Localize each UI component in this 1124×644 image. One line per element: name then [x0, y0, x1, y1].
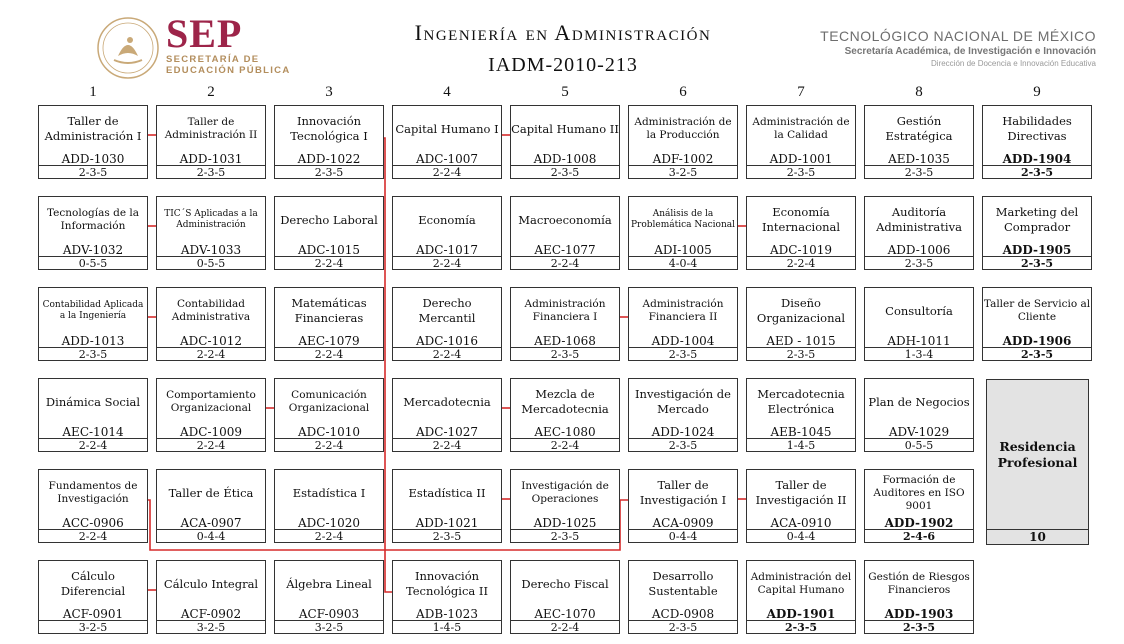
course-code: AED-1035 [888, 152, 950, 166]
course-credits: 2-2-4 [275, 256, 383, 270]
course-box [510, 196, 620, 270]
course-code: ACA-0909 [652, 516, 714, 530]
course-box [628, 378, 738, 452]
course-box [156, 105, 266, 179]
course-credits: 2-3-5 [747, 347, 855, 361]
course-box [156, 469, 266, 543]
course-credits: 2-3-5 [629, 438, 737, 452]
course-name: Mezcla de Mercadotecnia [521, 387, 609, 416]
course-code: ADD-1901 [766, 607, 836, 621]
prereq-link-innovacion [384, 138, 392, 592]
course-name: Comportamiento Organizacional [166, 389, 256, 414]
course-name: Contabilidad Administrativa [171, 298, 251, 323]
course-name: TIC´S Aplicadas a la Administración [164, 209, 258, 230]
course-name: Administración Financiera II [642, 298, 724, 323]
course-name: Cálculo Diferencial [60, 569, 126, 598]
course-box [392, 560, 502, 634]
course-box [628, 560, 738, 634]
course-name: Diseño Organizacional [756, 296, 846, 325]
course-credits: 3-2-5 [275, 620, 383, 634]
course-name: Investigación de Operaciones [521, 480, 609, 505]
sep-logo-text: SEP [166, 11, 243, 56]
tecnm-subtitle-secondary: Dirección de Docencia e Innovación Educativa [931, 59, 1096, 68]
course-name: Dinámica Social [45, 394, 141, 409]
semester-number: 5 [561, 84, 569, 100]
course-name: Consultoría [885, 303, 953, 318]
semester-number: 6 [679, 84, 687, 100]
semester-number: 2 [207, 84, 215, 100]
course-credits: 2-2-4 [747, 256, 855, 270]
course-credits: 2-3-5 [511, 529, 619, 543]
course-code: ADD-1022 [297, 152, 361, 166]
tecnm-subtitle: Secretaría Académica, de Investigación e Innovación [844, 46, 1096, 57]
course-box [510, 560, 620, 634]
course-credits: 2-3-5 [747, 620, 855, 634]
course-box [38, 105, 148, 179]
course-code: ADB-1023 [416, 607, 478, 621]
course-box [274, 560, 384, 634]
course-credits: 1-3-4 [865, 347, 973, 361]
course-code: ADC-1007 [415, 152, 479, 166]
course-box [510, 105, 620, 179]
course-credits: 2-2-4 [393, 438, 501, 452]
course-credits: 0-5-5 [39, 256, 147, 270]
course-credits: 2-3-5 [747, 165, 855, 179]
course-credits: 2-3-5 [393, 529, 501, 543]
course-box [982, 196, 1092, 270]
course-box [38, 469, 148, 543]
course-code: AEC-1079 [298, 334, 360, 348]
course-credits: 2-2-4 [275, 438, 383, 452]
course-box [274, 378, 384, 452]
course-name: Plan de Negocios [868, 394, 970, 409]
course-name: Mercadotecnia Electrónica [757, 387, 845, 416]
course-code: ACF-0902 [180, 607, 242, 621]
course-credits: 2-3-5 [511, 347, 619, 361]
course-box [392, 378, 502, 452]
course-name: Capital Humano I [395, 121, 499, 136]
course-credits: 2-2-4 [275, 529, 383, 543]
course-code: ADD-1024 [651, 425, 715, 439]
course-credits: 2-2-4 [511, 438, 619, 452]
course-code: ACF-0903 [298, 607, 360, 621]
course-code: ADV-1032 [62, 243, 124, 257]
course-code: AED-1068 [534, 334, 596, 348]
course-credits: 2-3-5 [39, 347, 147, 361]
course-box [628, 105, 738, 179]
course-code: ADC-1009 [179, 425, 243, 439]
course-box [746, 105, 856, 179]
course-name: Taller de Investigación I [639, 478, 727, 507]
course-credits: 0-5-5 [865, 438, 973, 452]
course-code: ADI-1005 [654, 243, 712, 257]
course-box [510, 287, 620, 361]
course-credits: 2-3-5 [629, 620, 737, 634]
course-box [510, 378, 620, 452]
sep-subtitle-line2: EDUCACIÓN PÚBLICA [166, 65, 291, 76]
course-credits: 0-4-4 [157, 529, 265, 543]
course-code: AEC-1070 [534, 607, 596, 621]
course-credits: 1-4-5 [747, 438, 855, 452]
course-code: ACD-0908 [651, 607, 715, 621]
course-name: Economía [418, 212, 476, 227]
course-credits: 0-4-4 [629, 529, 737, 543]
course-credits: 2-3-5 [983, 347, 1091, 361]
course-box [628, 196, 738, 270]
course-credits: 0-4-4 [747, 529, 855, 543]
sep-subtitle-line1: SECRETARÍA DE [166, 54, 260, 65]
course-name: Formación de Auditores en ISO 9001 [873, 473, 965, 512]
course-credits: 2-3-5 [275, 165, 383, 179]
course-box [392, 105, 502, 179]
course-code: ADD-1906 [1002, 334, 1072, 348]
course-credits: 3-2-5 [157, 620, 265, 634]
course-box [392, 196, 502, 270]
course-box [864, 560, 974, 634]
sep-logo [166, 11, 291, 76]
course-name: Administración de la Producción [634, 116, 732, 141]
course-box [746, 560, 856, 634]
course-box [274, 105, 384, 179]
course-name: Taller de Servicio al Cliente [983, 298, 1091, 323]
course-credits: 4-0-4 [629, 256, 737, 270]
course-code: ADD-1021 [415, 516, 479, 530]
course-name: Estadística II [408, 485, 486, 500]
course-credits: 2-3-5 [157, 165, 265, 179]
semester-number: 1 [89, 84, 97, 100]
course-credits: 3-2-5 [629, 165, 737, 179]
semester-number: 3 [325, 84, 333, 100]
course-code: ADD-1904 [1002, 152, 1072, 166]
course-code: ACF-0901 [62, 607, 124, 621]
course-box [38, 196, 148, 270]
course-box [864, 378, 974, 452]
course-name: Derecho Laboral [280, 212, 378, 227]
course-name: Macroeconomía [518, 212, 612, 227]
course-code: ADD-1030 [61, 152, 125, 166]
course-credits: 2-2-4 [393, 347, 501, 361]
course-name: Capital Humano II [511, 121, 619, 136]
course-credits: 2-2-4 [157, 347, 265, 361]
course-box [864, 196, 974, 270]
course-box [510, 469, 620, 543]
course-name: Gestión de Riesgos Financieros [868, 571, 970, 596]
course-box [392, 287, 502, 361]
course-name: Taller de Ética [168, 485, 254, 500]
residencia-profesional: Residencia Profesional [986, 379, 1089, 530]
course-code: AEC-1077 [534, 243, 596, 257]
course-credits: 2-3-5 [865, 620, 973, 634]
course-name: Comunicación Organizacional [288, 389, 370, 414]
course-credits: 2-3-5 [865, 165, 973, 179]
course-credits: 2-3-5 [511, 165, 619, 179]
course-name: Administración Financiera I [524, 298, 606, 323]
course-box [746, 469, 856, 543]
course-box [982, 105, 1092, 179]
course-name: Desarrollo Sustentable [648, 569, 718, 598]
course-box [746, 196, 856, 270]
course-box [38, 560, 148, 634]
program-title: Ingeniería en Administración [414, 20, 712, 45]
course-box [982, 287, 1092, 361]
course-code: ADC-1016 [415, 334, 479, 348]
course-name: Marketing del Comprador [995, 205, 1079, 234]
course-credits: 2-3-5 [39, 165, 147, 179]
course-code: ADF-1002 [652, 152, 714, 166]
course-code: ACC-0906 [62, 516, 124, 530]
course-code: ACA-0907 [180, 516, 242, 530]
course-code: ADC-1012 [179, 334, 243, 348]
course-code: ADC-1010 [297, 425, 361, 439]
course-name: Administración del Capital Humano [750, 571, 852, 596]
course-credits: 2-2-4 [511, 256, 619, 270]
course-credits: 2-4-6 [865, 529, 973, 543]
course-name: Economía Internacional [761, 205, 841, 234]
course-box [156, 378, 266, 452]
course-credits: 2-3-5 [629, 347, 737, 361]
course-name: Matemáticas Financieras [291, 296, 367, 325]
course-name: Taller de Investigación II [755, 478, 847, 507]
course-credits: 2-2-4 [39, 438, 147, 452]
semester-number: 8 [915, 84, 923, 100]
course-code: ADD-1008 [533, 152, 597, 166]
course-code: ADC-1027 [415, 425, 479, 439]
course-credits: 2-2-4 [393, 256, 501, 270]
semester-number: 4 [443, 84, 451, 100]
course-credits: 0-5-5 [157, 256, 265, 270]
course-name: Mercadotecnia [403, 394, 491, 409]
course-box [628, 469, 738, 543]
course-code: AED - 1015 [766, 334, 836, 348]
course-box [156, 560, 266, 634]
course-credits: 3-2-5 [39, 620, 147, 634]
course-box [628, 287, 738, 361]
course-box [38, 287, 148, 361]
course-credits: 2-2-4 [275, 347, 383, 361]
course-box [274, 196, 384, 270]
course-code: ADC-1015 [297, 243, 361, 257]
course-code: ADV-1033 [180, 243, 242, 257]
course-code: ACA-0910 [770, 516, 832, 530]
course-code: ADV-1029 [888, 425, 950, 439]
course-box [156, 287, 266, 361]
course-name: Habilidades Directivas [1002, 114, 1072, 143]
mexico-coat-of-arms-icon [96, 16, 160, 80]
course-code: AEC-1014 [62, 425, 124, 439]
course-credits: 2-3-5 [865, 256, 973, 270]
course-code: ADC-1017 [415, 243, 479, 257]
course-box [864, 287, 974, 361]
residencia-credits: 10 [986, 529, 1089, 545]
course-box [864, 105, 974, 179]
course-box [746, 287, 856, 361]
course-name: Investigación de Mercado [635, 387, 731, 416]
course-code: ADC-1020 [297, 516, 361, 530]
course-name: Taller de Administración II [164, 116, 258, 141]
course-code: ADH-1011 [887, 334, 951, 348]
course-name: Estadística I [292, 485, 366, 500]
course-name: Taller de Administración I [44, 114, 142, 143]
tecnm-name: TECNOLÓGICO NACIONAL DE MÉXICO [820, 28, 1096, 44]
course-code: ADD-1905 [1002, 243, 1072, 257]
course-name: Tecnologías de la Información [46, 207, 139, 232]
course-name: Auditoría Administrativa [876, 205, 962, 234]
course-name: Derecho Mercantil [418, 296, 476, 325]
course-code: AEB-1045 [770, 425, 832, 439]
course-code: ADC-1019 [769, 243, 833, 257]
semester-number: 7 [797, 84, 805, 100]
course-credits: 2-2-4 [39, 529, 147, 543]
course-box [864, 469, 974, 543]
course-name: Gestión Estratégica [885, 114, 953, 143]
course-code: ADD-1903 [884, 607, 954, 621]
course-name: Derecho Fiscal [521, 576, 609, 591]
course-name: Cálculo Integral [163, 576, 259, 591]
course-box [156, 196, 266, 270]
course-code: AEC-1080 [534, 425, 596, 439]
course-name: Innovación Tecnológica I [290, 114, 368, 143]
course-credits: 2-2-4 [511, 620, 619, 634]
course-code: ADD-1902 [884, 516, 954, 530]
course-name: Álgebra Lineal [286, 576, 372, 591]
course-credits: 2-3-5 [983, 256, 1091, 270]
course-code: ADD-1013 [61, 334, 125, 348]
course-code: ADD-1006 [887, 243, 951, 257]
course-credits: 2-3-5 [983, 165, 1091, 179]
course-name: Innovación Tecnológica II [405, 569, 489, 598]
course-code: ADD-1025 [533, 516, 597, 530]
course-code: ADD-1001 [769, 152, 833, 166]
course-name: Análisis de la Problemática Nacional [630, 209, 736, 230]
course-box [38, 378, 148, 452]
course-box [274, 287, 384, 361]
course-code: ADD-1031 [179, 152, 243, 166]
course-code: ADD-1004 [651, 334, 715, 348]
course-box [274, 469, 384, 543]
course-name: Fundamentos de Investigación [48, 480, 138, 505]
program-code: IADM-2010-213 [488, 54, 638, 76]
course-credits: 2-2-4 [157, 438, 265, 452]
course-name: Contabilidad Aplicada a la Ingeniería [42, 300, 144, 321]
course-box [392, 469, 502, 543]
semester-number: 9 [1033, 84, 1041, 100]
course-credits: 1-4-5 [393, 620, 501, 634]
course-credits: 2-2-4 [393, 165, 501, 179]
course-name: Administración de la Calidad [752, 116, 850, 141]
course-box [746, 378, 856, 452]
